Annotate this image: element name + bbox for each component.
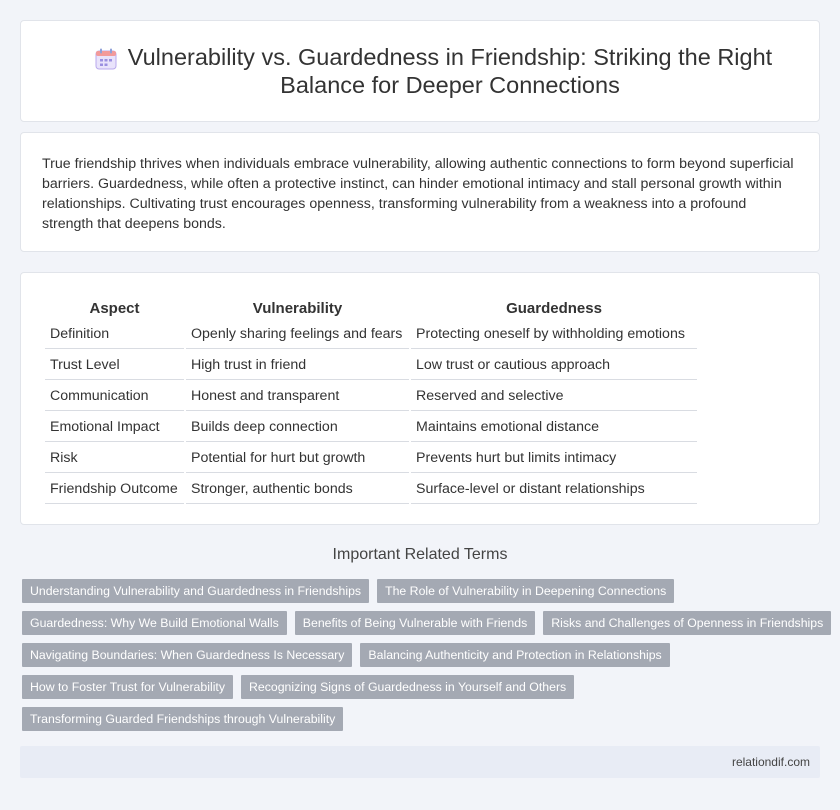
related-term-link[interactable]: Balancing Authenticity and Protection in Relationships: [360, 643, 669, 667]
cell-guardedness: Low trust or cautious approach: [411, 351, 697, 380]
cell-guardedness: Prevents hurt but limits intimacy: [411, 444, 697, 473]
related-term-link[interactable]: Risks and Challenges of Openness in Friendships: [543, 611, 831, 635]
related-terms-title: Important Related Terms: [332, 546, 508, 563]
cell-aspect: Definition: [45, 320, 184, 349]
cell-aspect: Friendship Outcome: [45, 475, 184, 504]
tag-row: [22, 643, 822, 667]
cell-guardedness: Surface-level or distant relationships: [411, 475, 697, 504]
header-vulnerability: Vulnerability: [252, 300, 343, 317]
related-term-link[interactable]: Transforming Guarded Friendships through Vulnerability: [22, 707, 343, 731]
tag-row: [22, 675, 822, 699]
page-title: Vulnerability vs. Guardedness in Friendship: Striking the Right Balance for Deeper Connections: [127, 44, 773, 98]
intro-paragraph: True friendship thrives when individuals embrace vulnerability, allowing authentic connections to form beyond superficial barriers. Guardedness, while often a protective instinct, can hinder emotional intimacy and stall personal growth within relationships. Cultivating trust encourages openness, transforming vulnerability from a weakness into a profound strength that deepens bonds.: [42, 156, 794, 232]
cell-vulnerability: Builds deep connection: [186, 413, 409, 442]
cell-guardedness: Protecting oneself by withholding emotions: [411, 320, 697, 349]
table-row: [45, 413, 697, 442]
related-term-link[interactable]: Recognizing Signs of Guardedness in Yourself and Others: [241, 675, 574, 699]
tag-row: [22, 707, 822, 731]
related-term-link[interactable]: Navigating Boundaries: When Guardedness Is Necessary: [22, 643, 352, 667]
table-row: [45, 475, 697, 504]
related-terms-list: [22, 579, 822, 739]
related-term-link[interactable]: The Role of Vulnerability in Deepening Connections: [377, 579, 674, 603]
cell-aspect: Risk: [45, 444, 184, 473]
cell-vulnerability: Stronger, authentic bonds: [186, 475, 409, 504]
footer: [20, 746, 820, 778]
header-card: [20, 20, 820, 122]
comparison-table-card: [20, 272, 820, 525]
table-row: [45, 320, 697, 349]
cell-aspect: Trust Level: [45, 351, 184, 380]
footer-site-link[interactable]: relationdif.com: [731, 755, 810, 769]
intro-card: [20, 132, 820, 252]
cell-aspect: Communication: [45, 382, 184, 411]
related-term-link[interactable]: Understanding Vulnerability and Guardedness in Friendships: [22, 579, 369, 603]
header-aspect: Aspect: [89, 300, 140, 317]
related-term-link[interactable]: Benefits of Being Vulnerable with Friends: [295, 611, 535, 635]
comparison-table: [43, 295, 699, 506]
tag-row: [22, 579, 822, 603]
cell-vulnerability: Potential for hurt but growth: [186, 444, 409, 473]
table-row: [45, 444, 697, 473]
cell-aspect: Emotional Impact: [45, 413, 184, 442]
table-row: [45, 382, 697, 411]
tag-row: [22, 611, 822, 635]
related-term-link[interactable]: How to Foster Trust for Vulnerability: [22, 675, 233, 699]
table-row: [45, 351, 697, 380]
cell-vulnerability: Honest and transparent: [186, 382, 409, 411]
related-term-link[interactable]: Guardedness: Why We Build Emotional Walls: [22, 611, 287, 635]
cell-guardedness: Maintains emotional distance: [411, 413, 697, 442]
cell-vulnerability: Openly sharing feelings and fears: [186, 320, 409, 349]
cell-vulnerability: High trust in friend: [186, 351, 409, 380]
table-header-row: [45, 297, 697, 318]
header-guardedness: Guardedness: [506, 300, 602, 317]
cell-guardedness: Reserved and selective: [411, 382, 697, 411]
